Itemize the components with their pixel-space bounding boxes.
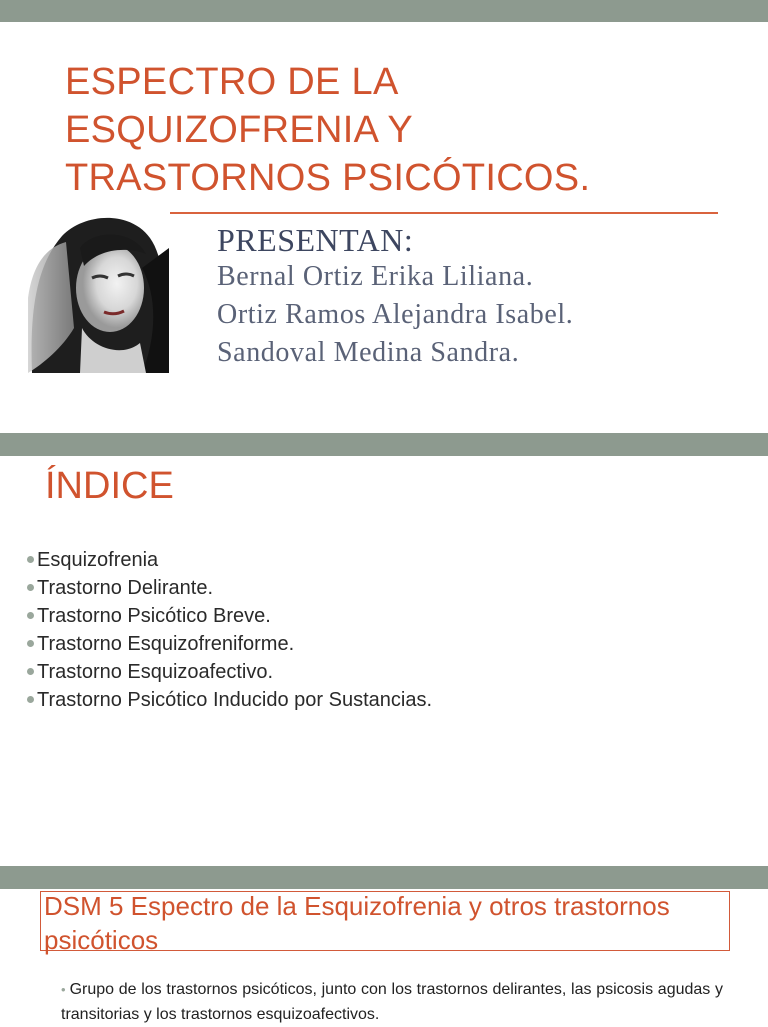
list-item bbox=[27, 686, 432, 714]
presenter-name: Bernal Ortiz Erika Liliana. bbox=[217, 261, 534, 292]
bullet-icon bbox=[27, 584, 34, 591]
index-title: ÍNDICE bbox=[45, 465, 174, 507]
slide-title bbox=[65, 58, 590, 202]
list-item bbox=[27, 658, 432, 686]
dsm5-body-text: Grupo de los trastornos psicóticos, junto con los trastornos delirantes, las psicosis agudas y transitorias y los trastornos esquizoafectivos. bbox=[61, 981, 723, 1023]
list-item bbox=[27, 602, 432, 630]
list-item-label: Trastorno Psicótico Inducido por Sustancias. bbox=[37, 689, 433, 711]
portrait-image bbox=[22, 208, 169, 373]
bullet-icon bbox=[27, 640, 34, 647]
dsm5-title: DSM 5 Espectro de la Esquizofrenia y otros trastornos psicóticos bbox=[44, 891, 670, 955]
bullet-icon bbox=[27, 668, 34, 675]
bullet-icon bbox=[27, 556, 34, 563]
bullet-icon bbox=[27, 612, 34, 619]
slide-separator-top bbox=[0, 0, 768, 22]
list-item-label: Trastorno Esquizofreniforme. bbox=[37, 633, 295, 655]
list-item-label: Trastorno Esquizoafectivo. bbox=[37, 661, 274, 683]
presenters-block bbox=[217, 222, 573, 372]
list-item-label: Trastorno Delirante. bbox=[37, 577, 213, 599]
slide-title-line: ESQUIZOFRENIA Y bbox=[65, 109, 413, 151]
presenter-name: Ortiz Ramos Alejandra Isabel. bbox=[217, 299, 574, 330]
title-slide bbox=[0, 22, 768, 433]
list-item bbox=[27, 546, 432, 574]
presenter-name: Sandoval Medina Sandra. bbox=[217, 337, 520, 368]
list-item bbox=[27, 630, 432, 658]
list-item bbox=[27, 574, 432, 602]
index-list bbox=[27, 546, 432, 714]
slide-separator bbox=[0, 433, 768, 456]
list-item-label: Trastorno Psicótico Breve. bbox=[37, 605, 271, 627]
presenters-heading: PRESENTAN: bbox=[217, 222, 414, 258]
slide-title-line: ESPECTRO DE LA bbox=[65, 61, 399, 103]
bullet-icon bbox=[27, 696, 34, 703]
list-item-label: Esquizofrenia bbox=[37, 549, 159, 571]
title-divider bbox=[170, 212, 718, 214]
dsm5-slide bbox=[0, 889, 768, 1024]
dsm5-body bbox=[61, 977, 723, 1027]
bullet-icon: • bbox=[61, 982, 66, 997]
slide-separator bbox=[0, 866, 768, 889]
index-slide bbox=[0, 456, 768, 866]
slide-title-line: TRASTORNOS PSICÓTICOS. bbox=[65, 157, 591, 199]
